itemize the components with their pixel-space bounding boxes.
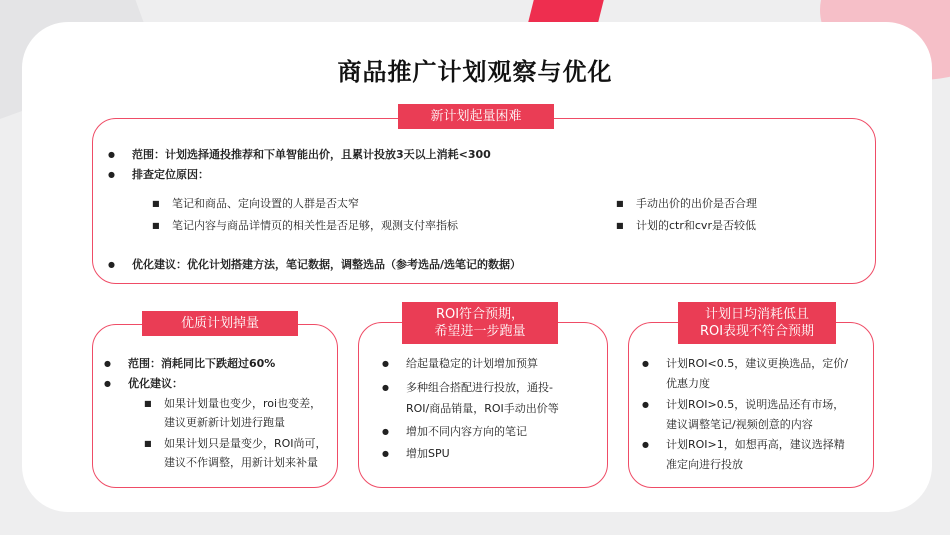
right-item: ● 计划ROI>1，如想再高，建议选择精 bbox=[666, 438, 845, 452]
quality-plan-tag: 优质计划掉量 bbox=[142, 311, 298, 336]
left-advice: ● 优化建议： bbox=[128, 377, 183, 391]
left-item-cont: 建议不作调整，用新计划来补量 bbox=[164, 456, 318, 469]
page-title: 商品推广计划观察与优化 bbox=[337, 58, 613, 86]
right-item-cont: 建议调整笔记/视频创意的内容 bbox=[666, 418, 813, 431]
reason-item: ■ 笔记和商品、定向设置的人群是否太窄 bbox=[172, 197, 359, 211]
mid-item: ● 增加SPU bbox=[406, 447, 450, 461]
right-item-cont: 准定向进行投放 bbox=[666, 458, 743, 471]
mid-item: ● 多种组合搭配进行投放，通投- bbox=[406, 381, 553, 395]
mid-item: ● 增加不同内容方向的笔记 bbox=[406, 425, 527, 439]
right-item: ● 计划ROI>0.5，说明选品还有市场， bbox=[666, 398, 844, 412]
mid-item-cont: ROI/商品销量，ROI手动出价等 bbox=[406, 402, 559, 415]
reason-item: ■ 手动出价的出价是否合理 bbox=[636, 197, 757, 211]
right-item: ● 计划ROI<0.5，建议更换选品，定价/ bbox=[666, 357, 848, 371]
left-item-cont: 建议更新新计划进行跑量 bbox=[164, 416, 285, 429]
right-item-cont: 优惠力度 bbox=[666, 377, 710, 390]
new-plan-tag: 新计划起量困难 bbox=[398, 104, 554, 129]
check-heading: ● 排查定位原因： bbox=[132, 168, 209, 182]
mid-item: ● 给起量稳定的计划增加预算 bbox=[406, 357, 538, 371]
reason-item: ■ 笔记内容与商品详情页的相关性是否足够，观测支付率指标 bbox=[172, 219, 458, 233]
left-item: ■ 如果计划只是量变少，ROI尚可， bbox=[164, 437, 327, 451]
roi-ok-tag: ROI符合预期， 希望进一步跑量 bbox=[402, 302, 558, 344]
left-item: ■ 如果计划量也变少，roi也变差， bbox=[164, 397, 321, 411]
left-scope: ● 范围：消耗同比下跌超过60% bbox=[128, 357, 275, 371]
scope-text: ● 范围：计划选择通投推荐和下单智能出价，且累计投放3天以上消耗<300 bbox=[132, 148, 491, 162]
low-spend-tag: 计划日均消耗低且 ROI表现不符合预期 bbox=[678, 302, 836, 344]
advice-text: ● 优化建议：优化计划搭建方法，笔记数据，调整选品（参考选品/选笔记的数据） bbox=[132, 258, 521, 272]
reason-item: ■ 计划的ctr和cvr是否较低 bbox=[636, 219, 756, 233]
